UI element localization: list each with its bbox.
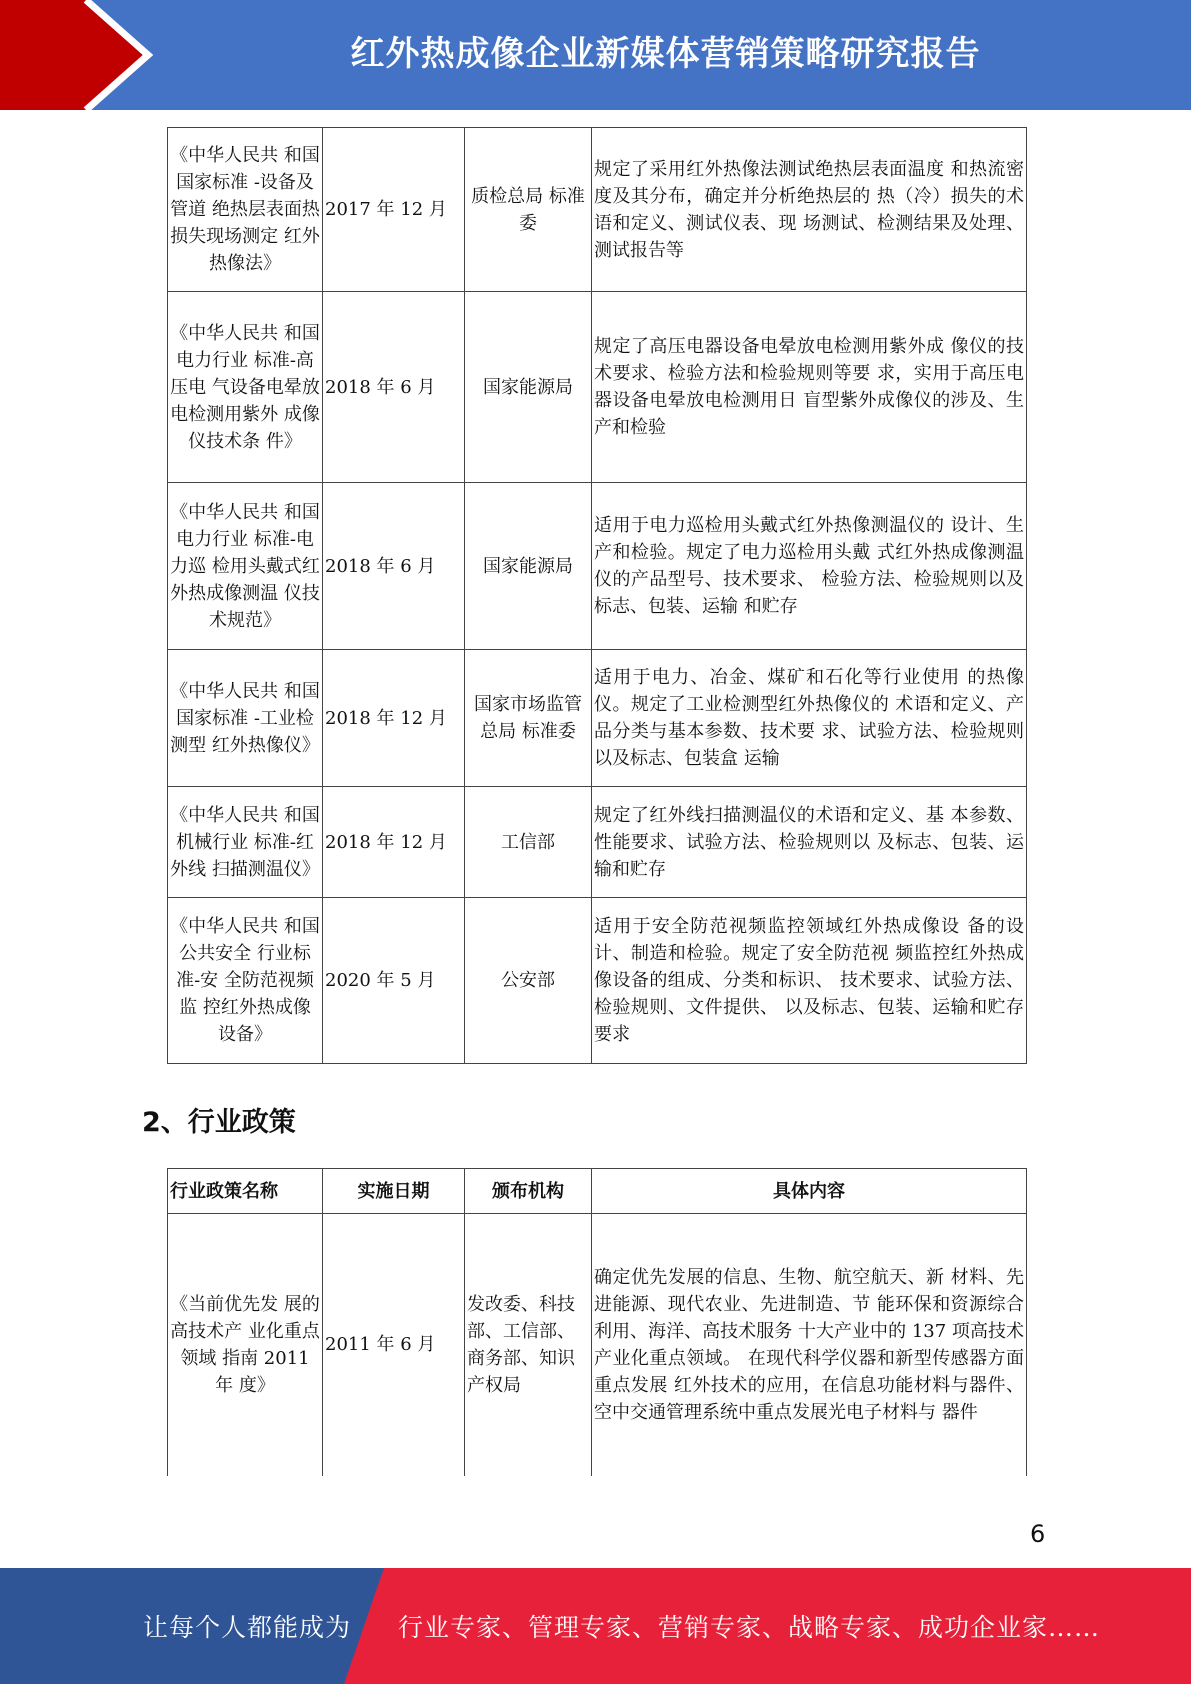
footer-slogan-left: 让每个人都能成为: [143, 1613, 352, 1642]
page-number: 6: [1030, 1520, 1046, 1548]
standard-name: 《中华人民共 和国机械行业 标准-红外线 扫描测温仪》: [168, 787, 323, 898]
standard-org: 公安部: [465, 898, 592, 1064]
policy-org: 发改委、科技部、工信部、商务部、知识产权局: [465, 1214, 592, 1476]
standard-date: 2020 年 5 月: [323, 898, 465, 1064]
table-row: [168, 898, 1027, 1064]
standard-name: 《中华人民共 和国国家标准 -设备及管道 绝热层表面热 损失现场测定 红外热像法》: [168, 128, 323, 292]
standard-content: 适用于电力、冶金、煤矿和石化等行业使用 的热像仪。规定了工业检测型红外热像仪的 术语和定义、产品分类与基本参数、技术要 求、试验方法、检验规则以及标志、包装盒 运输: [592, 650, 1027, 787]
standards-table: [167, 127, 1027, 1064]
policy-name: 《当前优先发 展的高技术产 业化重点领域 指南 2011 年 度》: [168, 1214, 323, 1476]
policy-date: 2011 年 6 月: [323, 1214, 465, 1476]
standard-date: 2018 年 12 月: [323, 650, 465, 787]
standard-date: 2018 年 6 月: [323, 292, 465, 483]
table-row: [168, 787, 1027, 898]
standard-org: 工信部: [465, 787, 592, 898]
standard-date: 2017 年 12 月: [323, 128, 465, 292]
policy-table: [167, 1168, 1027, 1476]
policy-content: 确定优先发展的信息、生物、航空航天、新 材料、先进能源、现代农业、先进制造、节 能环保和资源综合利用、海洋、高技术服务 十大产业中的 137 项高技术产业化重点领域。 在现代科学仪器和新型传感器方面重点发展 红外技术的应用，在信息功能材料与器件、 空中交通管理系统中重点发展光电子材料与 器件: [592, 1214, 1027, 1476]
column-header-name: 行业政策名称: [168, 1169, 323, 1214]
table-row: [168, 292, 1027, 483]
standard-name: 《中华人民共 和国国家标准 -工业检测型 红外热像仪》: [168, 650, 323, 787]
standard-org: 国家能源局: [465, 483, 592, 650]
table-row: [168, 483, 1027, 650]
standard-name: 《中华人民共 和国电力行业 标准-电力巡 检用头戴式红 外热成像测温 仪技术规范》: [168, 483, 323, 650]
standard-content: 规定了采用红外热像法测试绝热层表面温度 和热流密度及其分布，确定并分析绝热层的 热（冷）损失的术语和定义、测试仪表、现 场测试、检测结果及处理、测试报告等: [592, 128, 1027, 292]
standard-date: 2018 年 12 月: [323, 787, 465, 898]
footer-slogan-right: 行业专家、管理专家、营销专家、战略专家、成功企业家……: [398, 1613, 1101, 1642]
standard-org: 质检总局 标准委: [465, 128, 592, 292]
standard-name: 《中华人民共 和国公共安全 行业标准-安 全防范视频监 控红外热成像 设备》: [168, 898, 323, 1064]
table-row: [168, 1214, 1027, 1476]
column-header-date: 实施日期: [323, 1169, 465, 1214]
column-header-org: 颁布机构: [465, 1169, 592, 1214]
standard-name: 《中华人民共 和国电力行业 标准-高压电 气设备电晕放 电检测用紫外 成像仪技术条 件》: [168, 292, 323, 483]
column-header-content: 具体内容: [592, 1169, 1027, 1214]
standard-content: 规定了高压电器设备电晕放电检测用紫外成 像仪的技术要求、检验方法和检验规则等要 求，实用于高压电器设备电晕放电检测用日 盲型紫外成像仪的涉及、生产和检验: [592, 292, 1027, 483]
table-row: [168, 650, 1027, 787]
standard-org: 国家能源局: [465, 292, 592, 483]
table-row: [168, 128, 1027, 292]
table-header-row: [168, 1169, 1027, 1214]
page-footer: [0, 1568, 1191, 1684]
standard-content: 规定了红外线扫描测温仪的术语和定义、基 本参数、性能要求、试验方法、检验规则以 及标志、包装、运输和贮存: [592, 787, 1027, 898]
header-title: 红外热成像企业新媒体营销策略研究报告: [350, 34, 981, 74]
standard-date: 2018 年 6 月: [323, 483, 465, 650]
page-header: [0, 0, 1191, 110]
standard-content: 适用于安全防范视频监控领域红外热成像设 备的设计、制造和检验。规定了安全防范视 频监控红外热成像设备的组成、分类和标识、 技术要求、试验方法、检验规则、文件提供、 以及标志、包装、运输和贮存要求: [592, 898, 1027, 1064]
standard-content: 适用于电力巡检用头戴式红外热像测温仪的 设计、生产和检验。规定了电力巡检用头戴 式红外热成像测温仪的产品型号、技术要求、 检验方法、检验规则以及标志、包装、运输 和贮存: [592, 483, 1027, 650]
standard-org: 国家市场监管总局 标准委: [465, 650, 592, 787]
section-title: 2、行业政策: [142, 1107, 296, 1138]
